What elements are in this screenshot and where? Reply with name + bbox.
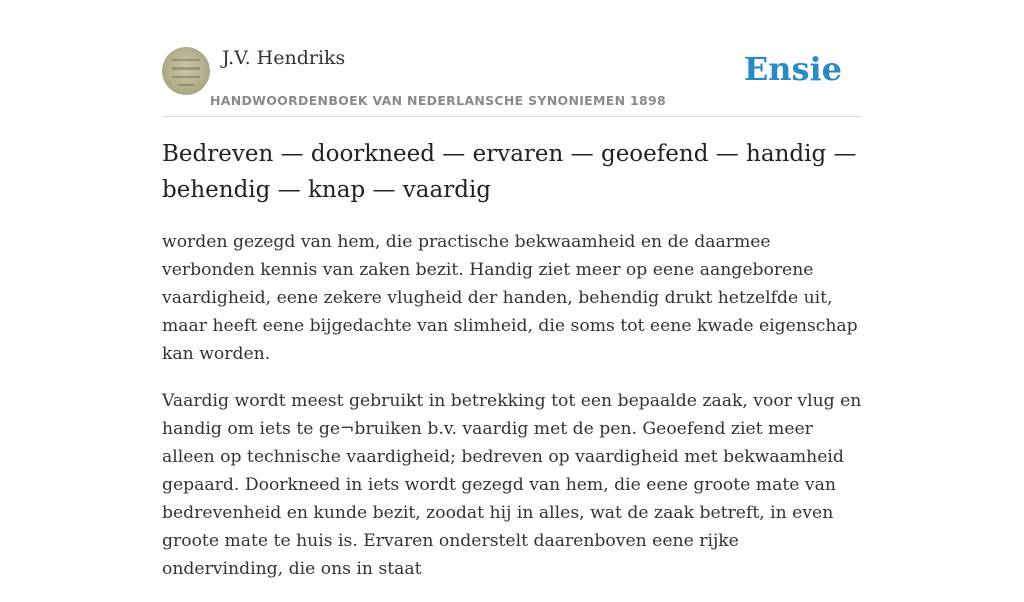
ensie-logo[interactable]: Ensie — [743, 50, 842, 88]
avatar-detail — [178, 84, 194, 86]
entry-paragraph: worden gezegd van hem, die practische bekwaamheid en de daarmee verbonden kennis van zaken bezit. Handig ziet meer op eene aangeborene vaardigheid, eene zekere vlugheid der handen, behendig drukt hetzelfde uit, maar heeft eene bijgedachte van slimheid, die soms tot eene kwade eigenschap kan worden. — [162, 232, 858, 364]
entry-body — [162, 228, 862, 602]
entry-paragraph: Vaardig wordt meest gebruikt in betrekking tot een bepaalde zaak, voor vlug en handig om iets te ge¬bruiken b.v. vaardig met de pen. Geoefend ziet meer alleen op technische vaardigheid; bedreven op vaardigheid met bekwaamheid gepaard. Doorkneed in iets wordt gezegd van hem, die eene groote mate van bedrevenheid en kunde bezit, zoodat hij in alles, wat de zaak betreft, in even groote mate te huis is. Ervaren onderstelt daarenboven eene rijke ondervinding, die ons in staat — [162, 391, 862, 579]
author-avatar[interactable] — [162, 47, 210, 95]
author-name[interactable]: J.V. Hendriks — [222, 47, 346, 69]
entry-title: Bedreven — doorkneed — ervaren — geoefend — handig — behendig — knap — vaardig — [162, 141, 857, 203]
source-title[interactable]: HANDWOORDENBOEK VAN NEDERLANSCHE SYNONIEMEN 1898 — [210, 93, 667, 108]
avatar-detail — [172, 59, 200, 61]
avatar-detail — [172, 67, 200, 70]
avatar-detail — [172, 76, 200, 78]
entry-header — [162, 46, 862, 117]
